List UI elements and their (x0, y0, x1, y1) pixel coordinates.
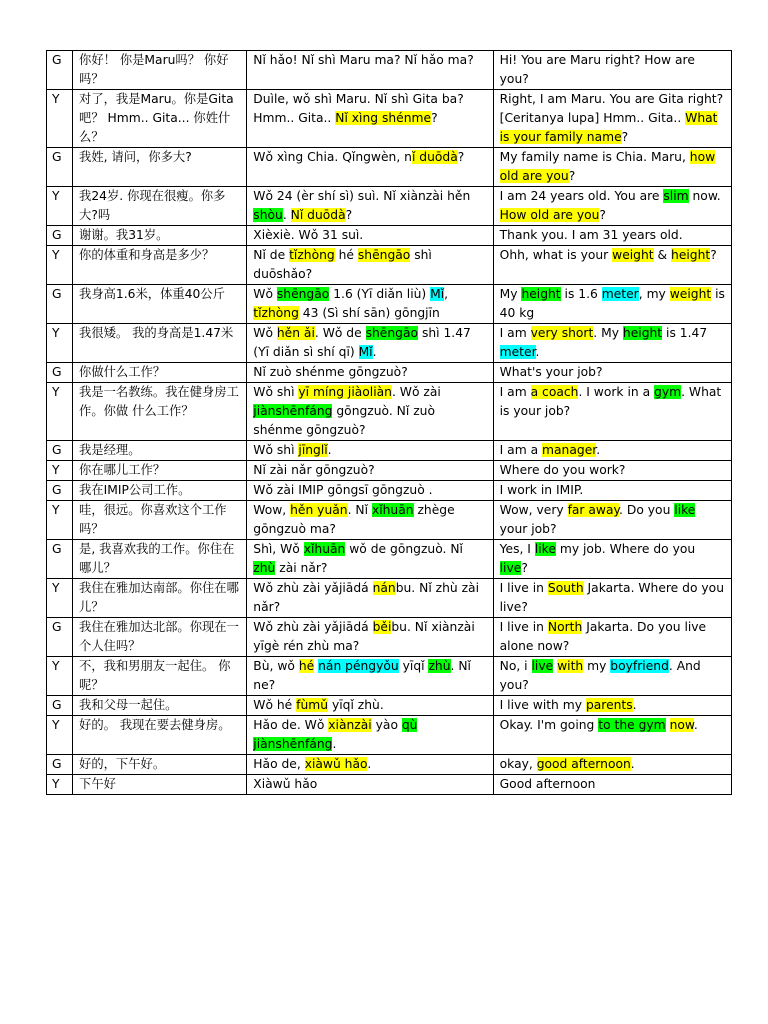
text-segment: Duìle, wǒ shì Maru. Nǐ shì Gita ba? Hmm.. Gita.. (253, 92, 464, 125)
highlighted-text: North (547, 620, 583, 634)
text-segment: Thank you. I am 31 years old. (499, 228, 683, 242)
highlighted-text: hěn ǎi (276, 326, 315, 340)
highlighted-text: Nǐ xìng shénme (335, 111, 432, 125)
text-segment: I am (499, 326, 531, 340)
highlighted-text: like (534, 542, 556, 556)
highlighted-text: gym (654, 385, 682, 399)
text-segment: Hi! You are Maru right? How are you? (499, 53, 695, 86)
speaker-cell: Y (47, 383, 73, 441)
text-segment: is 40 kg (499, 287, 725, 320)
chinese-cell: 哇，很远。你喜欢这个工作吗？ (73, 501, 247, 540)
pinyin-cell (247, 324, 493, 363)
table-row (47, 775, 732, 795)
pinyin-cell (247, 579, 493, 618)
text-segment: Nǐ zuò shénme gōngzuò? (253, 365, 408, 379)
text-segment: gōngzuò. Nǐ zuò shénme gōngzuò? (253, 404, 435, 437)
highlighted-text: far away (567, 503, 620, 517)
chinese-cell: 我是一名教练。我在健身房工作。你做 什么工作？ (73, 383, 247, 441)
highlighted-text: běi (372, 620, 392, 634)
english-cell (493, 90, 731, 148)
text-segment: I live in (499, 581, 548, 595)
chinese-cell: 我是经理。 (73, 441, 247, 461)
text-segment: is 1.6 (560, 287, 602, 301)
text-segment: Wǒ (253, 287, 277, 301)
text-segment: I work in IMIP. (499, 483, 584, 497)
speaker-cell: Y (47, 187, 73, 226)
pinyin-cell (247, 461, 493, 481)
speaker-cell: G (47, 148, 73, 187)
text-segment: Ohh, what is your (499, 248, 613, 262)
chinese-cell: 我住在雅加达南部。你住在哪儿？ (73, 579, 247, 618)
text-segment: . Wǒ zài (391, 385, 441, 399)
highlighted-text: How old are you (499, 208, 600, 222)
english-cell (493, 246, 731, 285)
pinyin-cell (247, 657, 493, 696)
text-segment: Nǐ hǎo! Nǐ shì Maru ma? Nǐ hǎo ma? (253, 53, 474, 67)
highlighted-text: weight (612, 248, 654, 262)
text-segment: Right, I am Maru. You are Gita right? [Ceritanya lupa] Hmm.. Gita.. (499, 92, 724, 125)
table-row (47, 461, 732, 481)
table-row (47, 90, 732, 148)
text-segment: Hǎo de, (253, 757, 305, 771)
table-row (47, 226, 732, 246)
chinese-cell: 我身高1.6米，体重40公斤 (73, 285, 247, 324)
table-row (47, 441, 732, 461)
text-segment: . (632, 698, 637, 712)
pinyin-cell (247, 90, 493, 148)
text-segment: ? (710, 248, 717, 262)
text-segment: shì duōshǎo? (253, 248, 432, 281)
english-cell (493, 51, 731, 90)
chinese-cell: 好的，下午好。 (73, 755, 247, 775)
pinyin-cell (247, 441, 493, 461)
highlighted-text: height (521, 287, 561, 301)
pinyin-cell (247, 51, 493, 90)
chinese-cell: 我24岁. 你现在很瘦。你多大?吗 (73, 187, 247, 226)
highlighted-text: very short (530, 326, 594, 340)
highlighted-text: tǐzhòng (289, 248, 335, 262)
speaker-cell: G (47, 51, 73, 90)
table-row (47, 696, 732, 716)
pinyin-cell (247, 226, 493, 246)
text-segment: Bù, wǒ (253, 659, 299, 673)
highlighted-text: slim (663, 189, 689, 203)
text-segment: What's your job? (499, 365, 603, 379)
table-row (47, 148, 732, 187)
english-cell (493, 461, 731, 481)
speaker-cell: Y (47, 501, 73, 540)
text-segment: ? (568, 169, 576, 183)
pinyin-cell (247, 501, 493, 540)
chinese-cell: 我在IMIP公司工作。 (73, 481, 247, 501)
highlighted-text: meter (499, 345, 536, 359)
table-row (47, 187, 732, 226)
table-row (47, 51, 732, 90)
speaker-cell: G (47, 363, 73, 383)
speaker-cell: Y (47, 579, 73, 618)
text-segment: bu. Nǐ xiànzài yīgè rén zhù ma? (253, 620, 475, 653)
text-segment: ? (521, 561, 528, 575)
english-cell (493, 383, 731, 441)
highlighted-text: now (669, 718, 694, 732)
text-segment: , my (638, 287, 670, 301)
highlighted-text: fùmǔ (296, 698, 329, 712)
text-segment: . My (593, 326, 623, 340)
text-segment: Wǒ zhù zài yǎjiādá (253, 581, 373, 595)
text-segment: . Wǒ de (314, 326, 366, 340)
highlighted-text: qù jiànshēnfáng (253, 718, 418, 751)
speaker-cell: G (47, 618, 73, 657)
text-segment: Wǒ xìng Chia. Qǐngwèn, n (253, 150, 412, 164)
text-segment: , (444, 287, 449, 301)
chinese-cell: 谢谢。我31岁。 (73, 226, 247, 246)
english-cell (493, 579, 731, 618)
highlighted-text: xǐhuān (303, 542, 346, 556)
chinese-cell: 不，我和男朋友一起住。 你呢？ (73, 657, 247, 696)
text-segment: . I work in a (578, 385, 655, 399)
chinese-cell: 你好！ 你是Maru吗？ 你好吗？ (73, 51, 247, 90)
text-segment: . (693, 718, 698, 732)
text-segment: Wow, very (499, 503, 568, 517)
text-segment: shì 1.47 (Yī diǎn sì shí qī) (253, 326, 471, 359)
highlighted-text: jīnglǐ (298, 443, 328, 457)
text-segment: ? (621, 130, 629, 144)
highlighted-text: meter (601, 287, 639, 301)
chinese-cell: 是, 我喜欢我的工作。你住在哪儿？ (73, 540, 247, 579)
english-cell (493, 481, 731, 501)
text-segment: wǒ de gōngzuò. Nǐ (345, 542, 463, 556)
table-row (47, 363, 732, 383)
pinyin-cell (247, 246, 493, 285)
chinese-cell: 对了，我是Maru。你是Gita吧？ Hmm.. Gita... 你姓什么？ (73, 90, 247, 148)
speaker-cell: G (47, 226, 73, 246)
highlighted-text: yī míng jiàoliàn (298, 385, 392, 399)
highlighted-text: with (557, 659, 584, 673)
table-row (47, 540, 732, 579)
table-row (47, 246, 732, 285)
text-segment: my job. Where do you (555, 542, 696, 556)
text-segment: Wǒ zài IMIP gōngsī gōngzuò . (253, 483, 433, 497)
highlighted-text: shēngāo (357, 248, 411, 262)
text-segment: yào (371, 718, 402, 732)
highlighted-text: jiànshēnfáng (253, 404, 333, 418)
text-segment: yīqǐ zhù. (328, 698, 384, 712)
text-segment: Good afternoon (499, 777, 596, 791)
text-segment: now. (688, 189, 721, 203)
text-segment: & (653, 248, 672, 262)
text-segment: Shì, Wǒ (253, 542, 304, 556)
highlighted-text: What is your family name (499, 111, 718, 144)
text-segment: . (367, 757, 372, 771)
text-segment: Xiàwǔ hǎo (253, 777, 318, 791)
text-segment: . Nǐ ne? (253, 659, 471, 692)
highlighted-text: xiànzài (328, 718, 372, 732)
pinyin-cell (247, 383, 493, 441)
text-segment: My (499, 287, 522, 301)
text-segment: ? (457, 150, 465, 164)
highlighted-text: shòu (253, 208, 283, 222)
chinese-cell: 下午好 (73, 775, 247, 795)
table-row (47, 285, 732, 324)
chinese-cell: 我和父母一起住。 (73, 696, 247, 716)
highlighted-text: Mǐ (358, 345, 373, 359)
text-segment: I am 24 years old. You are (499, 189, 664, 203)
text-segment: Wǒ shì (253, 443, 299, 457)
text-segment: I live with my (499, 698, 586, 712)
pinyin-cell (247, 187, 493, 226)
text-segment: Nǐ zài nǎr gōngzuò? (253, 463, 375, 477)
dialogue-document (46, 50, 732, 795)
highlighted-text: height (671, 248, 711, 262)
pinyin-cell (247, 775, 493, 795)
text-segment: . Do you (619, 503, 675, 517)
pinyin-cell (247, 363, 493, 383)
english-cell (493, 540, 731, 579)
highlighted-text: ǐ duōdà (411, 150, 458, 164)
text-segment: . (282, 208, 291, 222)
text-segment: Wǒ shì (253, 385, 299, 399)
text-segment: . (596, 443, 601, 457)
speaker-cell: G (47, 696, 73, 716)
highlighted-text: a coach (530, 385, 579, 399)
highlighted-text: live (499, 561, 522, 575)
pinyin-cell (247, 540, 493, 579)
english-cell (493, 363, 731, 383)
speaker-cell: Y (47, 90, 73, 148)
text-segment: Jakarta. Where do you live? (499, 581, 724, 614)
text-segment: my (583, 659, 611, 673)
text-segment: . (332, 737, 337, 751)
highlighted-text: nán (372, 581, 396, 595)
table-row (47, 657, 732, 696)
highlighted-text: parents (585, 698, 633, 712)
highlighted-text: zhù (428, 659, 451, 673)
text-segment: zhège gōngzuò ma? (253, 503, 455, 536)
english-cell (493, 618, 731, 657)
highlighted-text: height (622, 326, 663, 340)
highlighted-text: Nǐ duōdà (290, 208, 346, 222)
highlighted-text: xǐhuān (371, 503, 414, 517)
text-segment: I am a (499, 443, 543, 457)
english-cell (493, 324, 731, 363)
table-row (47, 618, 732, 657)
text-segment: No, i (499, 659, 532, 673)
speaker-cell: Y (47, 246, 73, 285)
chinese-cell: 好的。 我现在要去健身房。 (73, 716, 247, 755)
chinese-cell: 你在哪儿工作？ (73, 461, 247, 481)
text-segment: ? (431, 111, 438, 125)
text-segment: okay, (499, 757, 537, 771)
pinyin-cell (247, 716, 493, 755)
english-cell (493, 716, 731, 755)
text-segment: Xièxiè. Wǒ 31 suì. (253, 228, 364, 242)
text-segment: My family name is Chia. Maru, (499, 150, 690, 164)
dialogue-table-body (47, 51, 732, 795)
text-segment: Where do you work? (499, 463, 626, 477)
text-segment: Wǒ zhù zài yǎjiādá (253, 620, 373, 634)
highlighted-text: hěn yuǎn (290, 503, 348, 517)
dialogue-table (46, 50, 732, 795)
english-cell (493, 187, 731, 226)
table-row (47, 481, 732, 501)
text-segment: your job? (499, 522, 557, 536)
highlighted-text: tǐzhòng (253, 306, 299, 320)
english-cell (493, 657, 731, 696)
text-segment: . And you? (499, 659, 701, 692)
highlighted-text: boyfriend (610, 659, 669, 673)
speaker-cell: G (47, 285, 73, 324)
speaker-cell: Y (47, 324, 73, 363)
highlighted-text: to the gym (598, 718, 666, 732)
text-segment: Wǒ (253, 326, 277, 340)
pinyin-cell (247, 618, 493, 657)
english-cell (493, 501, 731, 540)
highlighted-text: weight (669, 287, 712, 301)
english-cell (493, 755, 731, 775)
text-segment: I live in (499, 620, 548, 634)
text-segment: Hǎo de. Wǒ (253, 718, 329, 732)
text-segment: Yes, I (499, 542, 535, 556)
highlighted-text: manager (542, 443, 597, 457)
text-segment: Wǒ 24 (èr shí sì) suì. Nǐ xiànzài hěn (253, 189, 471, 203)
highlighted-text: zhù (253, 561, 276, 575)
text-segment: yīqǐ (398, 659, 429, 673)
speaker-cell: G (47, 441, 73, 461)
chinese-cell: 我姓, 请问，你多大? (73, 148, 247, 187)
speaker-cell: Y (47, 775, 73, 795)
highlighted-text: how old are you (499, 150, 716, 183)
highlighted-text: xiàwǔ hǎo (304, 757, 368, 771)
text-segment: ? (345, 208, 353, 222)
table-row (47, 324, 732, 363)
text-segment: Nǐ de (253, 248, 290, 262)
speaker-cell: Y (47, 461, 73, 481)
speaker-cell: Y (47, 716, 73, 755)
chinese-cell: 你的体重和身高是多少？ (73, 246, 247, 285)
english-cell (493, 441, 731, 461)
english-cell (493, 148, 731, 187)
text-segment: . (327, 443, 332, 457)
pinyin-cell (247, 481, 493, 501)
text-segment: is 1.47 (662, 326, 708, 340)
table-row (47, 716, 732, 755)
table-row (47, 755, 732, 775)
text-segment: Jakarta. Do you live alone now? (499, 620, 707, 653)
highlighted-text: Mǐ (430, 287, 445, 301)
text-segment: 43 (Sì shí sān) gōngjīn (298, 306, 440, 320)
text-segment: Wow, (253, 503, 291, 517)
english-cell (493, 285, 731, 324)
english-cell (493, 775, 731, 795)
speaker-cell: G (47, 755, 73, 775)
chinese-cell: 我住在雅加达北部。你现在一个人住吗？ (73, 618, 247, 657)
table-row (47, 579, 732, 618)
text-segment: . Nǐ (347, 503, 372, 517)
highlighted-text: South (547, 581, 584, 595)
text-segment: hé (334, 248, 358, 262)
pinyin-cell (247, 285, 493, 324)
highlighted-text: shēngāo (365, 326, 419, 340)
speaker-cell: G (47, 481, 73, 501)
speaker-cell: G (47, 540, 73, 579)
table-row (47, 383, 732, 441)
pinyin-cell (247, 148, 493, 187)
pinyin-cell (247, 696, 493, 716)
english-cell (493, 226, 731, 246)
text-segment: 1.6 (Yī diǎn liù) (329, 287, 431, 301)
highlighted-text: good afternoon (536, 757, 631, 771)
chinese-cell: 我很矮。 我的身高是1.47米 (73, 324, 247, 363)
highlighted-text: hé (298, 659, 315, 673)
text-segment: . What is your job? (499, 385, 722, 418)
pinyin-cell (247, 755, 493, 775)
highlighted-text: like (674, 503, 696, 517)
text-segment: Okay. I'm going (499, 718, 599, 732)
table-row (47, 501, 732, 540)
text-segment: I am (499, 385, 531, 399)
speaker-cell: Y (47, 657, 73, 696)
text-segment: . (372, 345, 377, 359)
text-segment (666, 718, 670, 732)
text-segment: . (535, 345, 540, 359)
highlighted-text: live (531, 659, 554, 673)
text-segment: bu. Nǐ zhù zài nǎr? (253, 581, 480, 614)
english-cell (493, 696, 731, 716)
text-segment: ? (599, 208, 606, 222)
text-segment: zài nǎr? (275, 561, 328, 575)
text-segment: . (630, 757, 635, 771)
chinese-cell: 你做什么工作？ (73, 363, 247, 383)
text-segment: Wǒ hé (253, 698, 297, 712)
highlighted-text: nán péngyǒu (318, 659, 399, 673)
highlighted-text: shēngāo (276, 287, 330, 301)
